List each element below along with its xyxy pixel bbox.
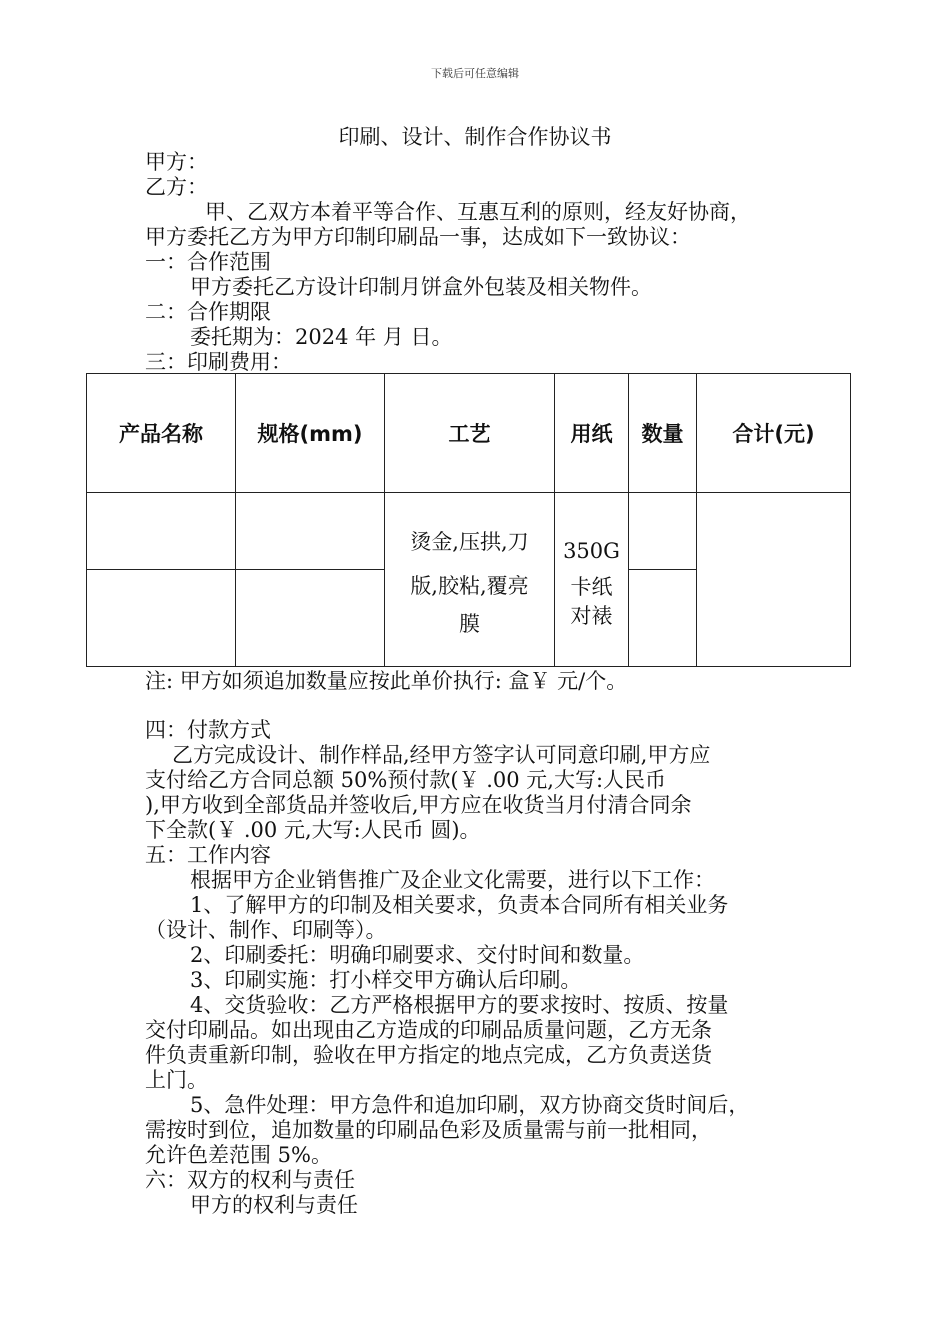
section-3-heading: 三：印刷费用：	[145, 350, 292, 374]
section-2-text: 委托期为：2024 年 月 日。	[190, 325, 453, 349]
section-4-heading: 四：付款方式	[145, 718, 271, 742]
section-6-heading: 六：双方的权利与责任	[145, 1168, 355, 1192]
work-line: 3、印刷实施：打小样交甲方确认后印刷。	[190, 968, 582, 992]
section-2-heading: 二：合作期限	[145, 300, 271, 324]
paper-line: 350G	[563, 538, 620, 563]
quantity-cell	[629, 570, 697, 667]
col-header-spec: 规格(mm)	[236, 374, 385, 493]
work-line: （设计、制作、印刷等）。	[145, 918, 387, 942]
col-header-product: 产品名称	[87, 374, 236, 493]
document-title: 印刷、设计、制作合作协议书	[338, 125, 612, 149]
work-line: 4、交货验收：乙方严格根据甲方的要求按时、按质、按量	[190, 993, 729, 1017]
product-name-cell	[87, 493, 236, 570]
unit-price-note: 注: 甲方如须追加数量应按此单价执行: 盒￥ 元/个。	[145, 669, 628, 693]
party-b-label: 乙方：	[145, 175, 208, 199]
party-a-label: 甲方：	[145, 150, 208, 174]
spec-cell	[236, 570, 385, 667]
party-a-rights-heading: 甲方的权利与责任	[190, 1193, 358, 1217]
work-line: 需按时到位，追加数量的印刷品色彩及质量需与前一批相同，	[145, 1118, 712, 1142]
paper-cell	[555, 493, 629, 667]
process-cell	[385, 493, 555, 667]
fee-table-header-row	[87, 374, 851, 493]
work-line: 允许色差范围 5%。	[145, 1143, 332, 1167]
total-cell	[697, 493, 851, 667]
intro-line-2: 甲方委托乙方为甲方印制印刷品一事，达成如下一致协议：	[145, 225, 691, 249]
paper-line: 卡纸	[570, 574, 613, 599]
section-1-text: 甲方委托乙方设计印制月饼盒外包装及相关物件。	[190, 275, 652, 299]
paper-line: 对裱	[570, 603, 613, 628]
process-line: 膜	[459, 611, 480, 636]
work-line: 根据甲方企业销售推广及企业文化需要，进行以下工作：	[190, 868, 715, 892]
col-header-paper: 用纸	[555, 374, 629, 493]
payment-line-4: 下全款(￥ .00 元,大写:人民币 圆)。	[145, 818, 481, 842]
process-line: 烫金,压拱,刀	[410, 529, 529, 554]
work-line: 5、急件处理：甲方急件和追加印刷，双方协商交货时间后，	[190, 1093, 750, 1117]
product-name-cell	[87, 570, 236, 667]
work-line: 上门。	[145, 1068, 208, 1092]
intro-line-1: 甲、乙双方本着平等合作、互惠互利的原则，经友好协商，	[205, 200, 751, 224]
header-note: 下载后可任意编辑	[431, 67, 519, 80]
process-line: 版,胶粘,覆亮	[410, 573, 529, 598]
work-line: 交付印刷品。如出现由乙方造成的印刷品质量问题，乙方无条	[145, 1018, 712, 1042]
section-5-heading: 五：工作内容	[145, 843, 271, 867]
work-line: 件负责重新印制，验收在甲方指定的地点完成，乙方负责送货	[145, 1043, 712, 1067]
work-line: 1、了解甲方的印制及相关要求，负责本合同所有相关业务	[190, 893, 729, 917]
work-line: 2、印刷委托：明确印刷要求、交付时间和数量。	[190, 943, 645, 967]
payment-line-3: ),甲方收到全部货品并签收后,甲方应在收货当月付清合同余	[145, 793, 692, 817]
col-header-process: 工艺	[385, 374, 555, 493]
fee-table	[86, 373, 851, 667]
payment-line-2: 支付给乙方合同总额 50%预付款(￥ .00 元,大写:人民币	[145, 768, 667, 792]
payment-line-1: 乙方完成设计、制作样品,经甲方签字认可同意印刷,甲方应	[172, 743, 711, 767]
col-header-total: 合计(元)	[697, 374, 851, 493]
section-1-heading: 一：合作范围	[145, 250, 271, 274]
spec-cell	[236, 493, 385, 570]
table-row	[87, 493, 851, 570]
quantity-cell	[629, 493, 697, 570]
col-header-quantity: 数量	[629, 374, 697, 493]
